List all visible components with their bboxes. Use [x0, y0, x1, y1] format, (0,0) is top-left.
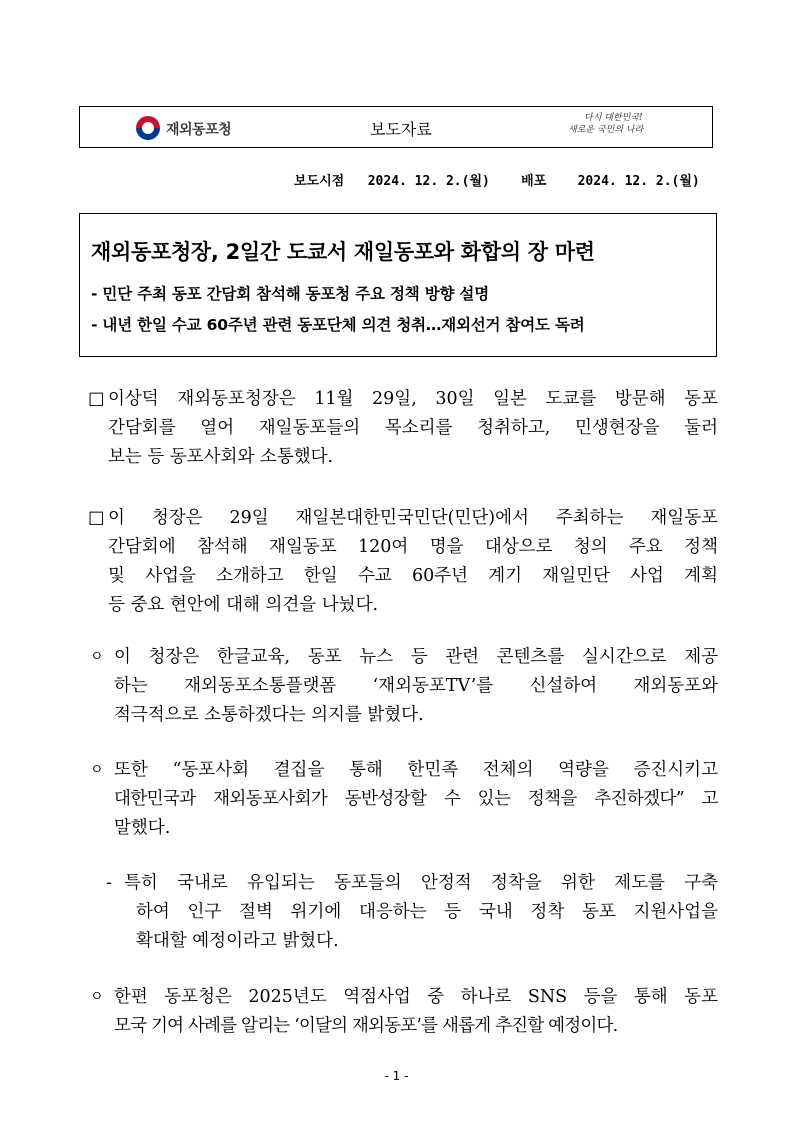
paragraph-5-line: 확대할 예정이라고 밝혔다. [136, 931, 339, 951]
paragraph-1-line: 이상덕 재외동포청장은 11월 29일, 30일 일본 도쿄를 방문해 동포 [108, 389, 718, 409]
slogan [568, 112, 688, 136]
paragraph-4-line: 또한 “동포사회 결집을 통해 한민족 전체의 역량을 증진시키고 [114, 760, 718, 780]
slogan-line-1: 다시 대한민국! [584, 113, 643, 123]
paragraph-2-line: 이 청장은 29일 재일본대한민국민단(민단)에서 주최하는 재일동포 [108, 508, 718, 528]
paragraph-6-line: 한편 동포청은 2025년도 역점사업 중 하나로 SNS 등을 통해 동포 [114, 987, 718, 1007]
paragraph-5-line: 특히 국내로 유입되는 동포들의 안정적 정착을 위한 제도를 구축 [124, 873, 718, 893]
paragraph-2-line: 등 중요 현안에 대해 의견을 나눴다. [108, 595, 379, 615]
paragraph-2-line: 및 사업을 소개하고 한일 수교 60주년 계기 재일민단 사업 계획 [108, 566, 718, 586]
document-type: 보도자료 [370, 120, 432, 139]
paragraph-3 [90, 643, 718, 730]
paragraph-5 [106, 869, 718, 956]
slogan-line-2: 새로운 국민의 나라 [568, 125, 644, 135]
paragraph-6-line: 모국 기여 사례를 알리는 ‘이달의 재외동포’를 새롭게 추진할 예정이다. [114, 1016, 618, 1036]
distribution-label: 배포 [521, 174, 547, 189]
paragraph-5-marker: - [106, 873, 112, 893]
release-label: 보도시점 [294, 174, 345, 189]
paragraph-3-line: 이 청장은 한글교육, 동포 뉴스 등 관련 콘텐츠를 실시간으로 제공 [114, 647, 718, 667]
subheadline-2: - 내년 한일 수교 60주년 관련 동포단체 의견 청취…재외선거 참여도 독려 [91, 316, 585, 334]
government-logo-icon [136, 116, 160, 140]
headline: 재외동포청장, 2일간 도쿄서 재일동포와 화합의 장 마련 [91, 240, 595, 264]
paragraph-3-line: 적극적으로 소통하겠다는 의지를 밝혔다. [114, 705, 424, 725]
paragraph-4 [90, 756, 718, 843]
agency-name: 재외동포청 [166, 122, 232, 138]
paragraph-3-marker: ㅇ [90, 649, 104, 665]
release-date: 2024. 12. 2.(월) [367, 174, 490, 189]
paragraph-1-marker: □ [88, 389, 105, 409]
paragraph-1-line: 간담회를 열어 재일동포들의 목소리를 청취하고, 민생현장을 둘러 [108, 418, 718, 438]
paragraph-4-marker: ㅇ [90, 762, 104, 778]
paragraph-6 [90, 983, 718, 1041]
paragraph-5-line: 하여 인구 절벽 위기에 대응하는 등 국내 정착 동포 지원사업을 [136, 902, 718, 922]
release-meta [294, 170, 700, 189]
paragraph-4-line: 말했다. [114, 818, 171, 838]
page-number: - 1 - [384, 1069, 409, 1083]
paragraph-1 [88, 385, 718, 472]
distribution-date: 2024. 12. 2.(월) [577, 174, 700, 189]
paragraph-6-marker: ㅇ [90, 989, 104, 1005]
paragraph-4-line: 대한민국과 재외동포사회가 동반성장할 수 있는 정책을 추진하겠다” 고 [114, 789, 718, 809]
paragraph-2 [88, 504, 718, 620]
paragraph-2-line: 간담회에 참석해 재일동포 120여 명을 대상으로 청의 주요 정책 [108, 537, 718, 557]
paragraph-1-line: 보는 등 동포사회와 소통했다. [108, 447, 334, 467]
paragraph-3-line: 하는 재외동포소통플랫폼 ‘재외동포TV’를 신설하여 재외동포와 [114, 676, 718, 696]
subheadline-1: - 민단 주최 동포 간담회 참석해 동포청 주요 정책 방향 설명 [91, 285, 489, 303]
paragraph-2-marker: □ [88, 508, 105, 528]
